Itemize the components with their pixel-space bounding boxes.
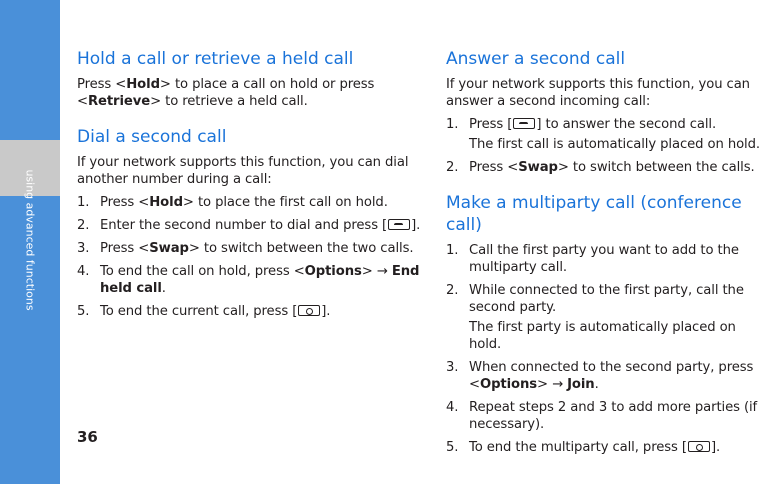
list-item: 3. Press <Swap> to switch between the two calls.: [77, 241, 414, 256]
end-key-icon: [688, 441, 710, 452]
answer-second-call-intro: If your network supports this function, you can answer a second incoming call:: [446, 77, 750, 109]
list-item: 2. Press <Swap> to switch between the calls.: [446, 160, 755, 175]
list-item: 1. Press <Hold> to place the first call on hold.: [77, 195, 388, 210]
right-column: [446, 48, 770, 462]
page-number: 36: [77, 428, 98, 446]
list-item: 1. Press [ ] to answer the second call. The first call is automatically placed on hold.: [446, 116, 770, 153]
list-item: 2. Enter the second number to dial and press [ ].: [77, 218, 421, 233]
end-key-icon: [298, 305, 320, 316]
dial-second-call-intro: If your network supports this function, you can dial another number during a call:: [77, 155, 409, 187]
left-column: [77, 48, 422, 326]
list-item: 1. Call the first party you want to add to the multiparty call.: [446, 243, 739, 275]
dial-key-icon: [388, 219, 410, 230]
multiparty-call-steps: [446, 242, 770, 456]
step-note: The first party is automatically placed on hold.: [469, 320, 736, 352]
dial-key-icon: [513, 118, 535, 129]
answer-second-call-heading: Answer a second call: [446, 49, 626, 69]
sidebar-section-label: using advanced functions: [23, 169, 37, 311]
hold-call-heading: Hold a call or retrieve a held call: [77, 49, 354, 69]
sidebar: [0, 0, 60, 484]
dial-second-call-steps: [77, 194, 422, 320]
hold-call-text: Press <Hold> to place a call on hold or press <Retrieve> to retrieve a held call.: [77, 77, 375, 109]
list-item: 4. To end the call on hold, press <Options> → End held call.: [77, 264, 420, 296]
list-item: 4. Repeat steps 2 and 3 to add more parties (if necessary).: [446, 400, 758, 432]
list-item: 5. To end the multiparty call, press [ ].: [446, 440, 721, 455]
list-item: 3. When connected to the second party, press <Options> → Join.: [446, 360, 754, 392]
list-item: 5. To end the current call, press [ ].: [77, 304, 331, 319]
step-note: The first call is automatically placed on hold.: [469, 137, 760, 152]
answer-second-call-steps: [446, 116, 770, 176]
list-item: 2. While connected to the first party, call the second party. The first party is automatically placed on hold.: [446, 282, 770, 353]
multiparty-call-heading: Make a multiparty call (conference call): [446, 193, 742, 235]
dial-second-call-heading: Dial a second call: [77, 127, 227, 147]
